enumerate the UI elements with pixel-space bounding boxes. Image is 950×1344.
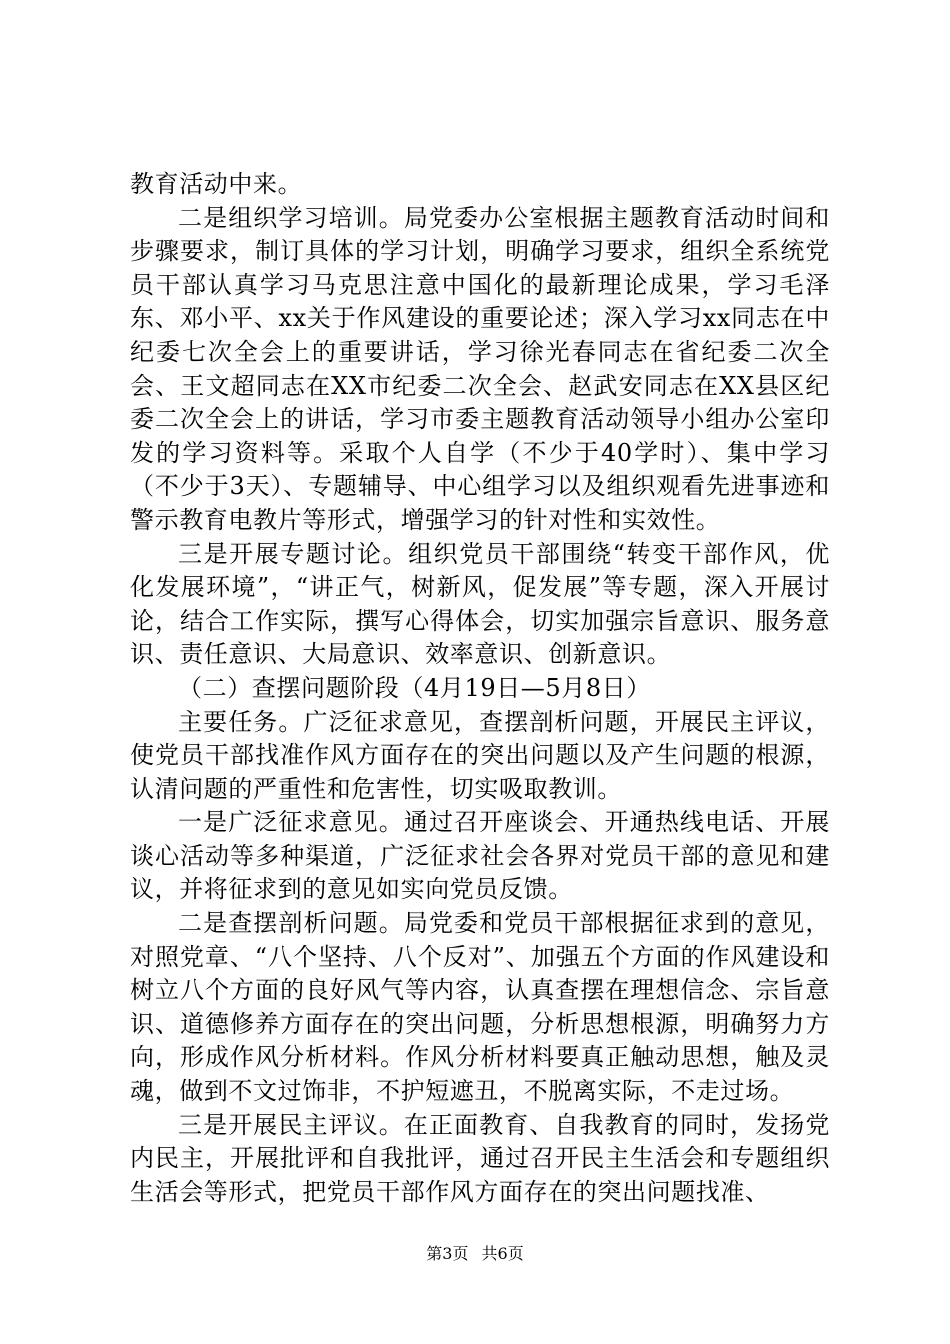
page-number: 第3页 bbox=[426, 1244, 469, 1263]
document-body bbox=[130, 168, 830, 1209]
paragraph-continuation: 教育活动中来。 bbox=[130, 170, 303, 198]
paragraph-main-tasks: 主要任务。广泛征求意见，查摆剖析问题，开展民主评议，使党员干部找准作风方面存在的突出问题以及产生问题的根源，认清问题的严重性和危害性，切实吸取教训。 bbox=[130, 707, 830, 803]
page-total: 共6页 bbox=[481, 1244, 524, 1263]
paragraph-solicit-opinions: 一是广泛征求意见。通过召开座谈会、开通热线电话、开展谈心活动等多种渠道，广泛征求社会各界对党员干部的意见和建议，并将征求到的意见如实向党员反馈。 bbox=[130, 808, 830, 904]
section-heading-problem-stage: （二）查摆问题阶段（4月19日—5月8日） bbox=[178, 673, 651, 702]
paragraph-study-training: 二是组织学习培训。局党委办公室根据主题教育活动时间和步骤要求，制订具体的学习计划，明确学习要求，组织全系统党员干部认真学习马克思注意中国化的最新理论成果，学习毛泽东、邓小平、xx关于作风建设的重要论述；深入学习xx同志在中纪委七次全会上的重要讲话，学习徐光春同志在省纪委二次全会、王文超同志在XX市纪委二次全会、赵武安同志在XX县区纪委二次全会上的讲话，学习市委主题教育活动领导小组办公室印发的学习资料等。采取个人自学（不少于40学时）、集中学习（不少于3天）、专题辅导、中心组学习以及组织观看先进事迹和警示教育电教片等形式，增强学习的针对性和实效性。 bbox=[130, 203, 830, 534]
paragraph-analyze-problems: 二是查摆剖析问题。局党委和党员干部根据征求到的意见，对照党章、“八个坚持、八个反对”、加强五个方面的作风建设和树立八个方面的良好风气等内容，认真查摆在理想信念、宗旨意识、道德修养方面存在的突出问题，分析思想根源，明确努力方向，形成作风分析材料。作风分析材料要真正触动思想，触及灵魂，做到不文过饰非，不护短遮丑，不脱离实际，不走过场。 bbox=[130, 909, 830, 1106]
paragraph-democratic-review: 三是开展民主评议。在正面教育、自我教育的同时，发扬党内民主，开展批评和自我批评，通过召开民主生活会和专题组织生活会等形式，把党员干部作风方面存在的突出问题找准、 bbox=[130, 1110, 830, 1206]
page-footer bbox=[0, 1244, 950, 1264]
paragraph-topic-discussion: 三是开展专题讨论。组织党员干部围绕“转变干部作风，优化发展环境”，“讲正气，树新风，促发展”等专题，深入开展讨论，结合工作实际，撰写心得体会，切实加强宗旨意识、服务意识、责任意识、大局意识、效率意识、创新意识。 bbox=[130, 539, 830, 669]
